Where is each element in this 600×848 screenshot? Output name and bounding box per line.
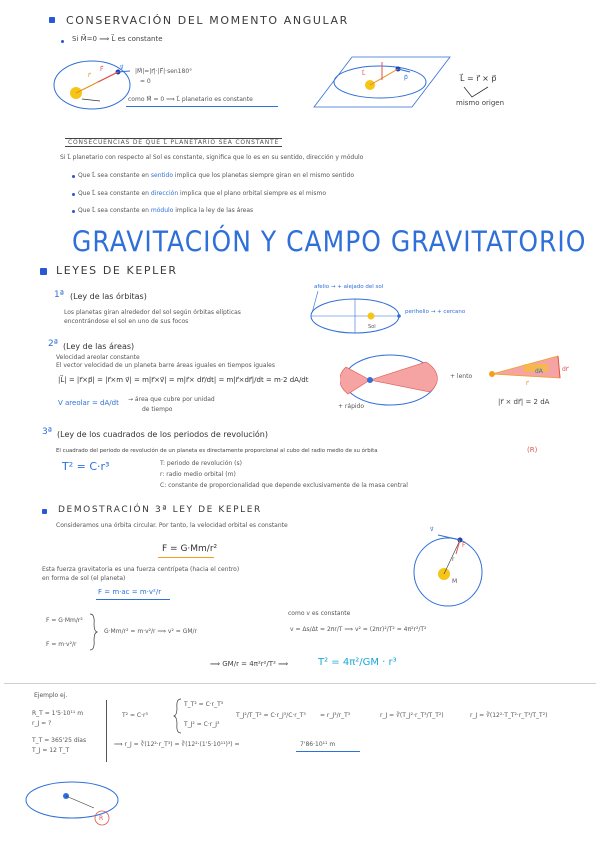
system-eq-2: F = m·v²/r [46,641,77,648]
law-number-3: 3ª [42,427,52,437]
areolar-velocity-formula: V areolar = dA/dt [58,399,119,407]
fast-label: + rápido [338,403,365,410]
sun-circle [368,313,375,320]
swept-area-slow [370,362,437,392]
circular-orbit-diagram [408,530,488,610]
underline [296,751,360,752]
consequences-intro: Si L⃗ planetario con respecto al Sol es constante, significa que lo es en su sentido, dirección y módulo [60,154,364,161]
perihelion-point [397,314,401,318]
areolar-velocity-explanation-1: → área que cubre por unidad [128,396,215,403]
underline [96,599,170,600]
label-r: r [452,556,455,563]
velocity-period-equation: v = Δs/Δt = 2πr/T ⟹ v² = (2πr)²/T² = 4π²r²/T² [290,626,427,633]
swept-area-fast [340,367,370,394]
same-origin-note: mismo origen [456,99,505,107]
label-v: v⃗ [430,526,434,533]
keyword-sentido: sentido [150,172,173,179]
orbit-ellipse [26,782,118,818]
third-law-result: T² = 4π²/GM · r³ [318,657,397,668]
elliptical-orbit-diagram [308,288,403,340]
vertical-separator [106,700,107,762]
period-definition: T: periodo de revolución (s) [160,460,242,467]
page-title: GRAVITACIÓN Y CAMPO GRAVITATORIO [72,225,587,259]
law3-statement: El cuadrado del periodo de revolución de un planeta es directamente proporcional al cubo del radio medio de su órbita [56,448,378,454]
torque-conclusion: como M⃗ = 0 ⟹ L⃗ planetario es constante [128,96,253,103]
list-bullet [72,210,75,213]
example-radius-formula: r_J = ∛(T_J²·r_T³/T_T²) [380,712,444,719]
section-title-kepler: LEYES DE KEPLER [56,264,178,277]
cross-product-area: |r⃗ × dr⃗| = 2 dA [498,398,550,406]
label-r: r⃗ [88,72,91,79]
circular-orbit-assumption: Consideramos una órbita circular. Por tanto, la velocidad orbital es constante [56,522,288,529]
radius-line [66,796,94,808]
angular-momentum-condition: Si M⃗=0 ⟹ L⃗ es constante [72,35,163,43]
position-vector [370,69,398,85]
consequence-modulo: Que L⃗ sea constante en módulo implica la ley de las áreas [78,207,254,214]
aphelion-label: afelio → + alejado del sol [314,284,384,290]
label-M: M [452,578,458,585]
orbit-ellipse [334,66,426,98]
angle-arc [82,99,100,101]
perihelion-label: perihelio → + cercano [405,309,466,315]
section-bullet [49,17,55,23]
example-ratio-simplified: = r_J³/r_T³ [320,712,351,719]
force-vector [98,72,118,82]
equal-areas-diagram [340,352,440,408]
list-bullet [61,40,64,43]
example-law: T² = C·r³ [122,712,148,719]
example-earth-eq: T_T² = C·r_T³ [184,701,224,708]
torque-formula: |M⃗|=|r⃗|·|F⃗|·sen180° [135,68,193,75]
consequence-sentido: Que L⃗ sea constante en sentido implica que los planetas siempre giran en el mismo sentido [78,172,354,179]
example-ratio: T_J²/T_T² = C·r_J³/C·r_T³ [236,712,306,719]
example-calculation: ⟹ r_J = ∛(12²·r_T³) = ∛(12²·(1'5·10¹¹)³) = [114,741,240,748]
constant-definition: C: constante de proporcionalidad que depende exclusivamente de la masa central [160,482,408,489]
velocity-vector [438,535,460,540]
label-F: F⃗ [100,66,104,73]
keyword-direccion: dirección [150,190,179,197]
example-jupiter-eq: T_J² = C·r_J³ [184,721,220,728]
law1-text-line1: Los planetas giran alrededor del sol según órbitas elípticas [64,309,241,316]
system-eq-1: F = G·Mm/r² [46,617,83,624]
given-earth-period: T_T = 365'25 días [32,737,87,744]
areolar-velocity-note: Velocidad areolar constante [56,354,140,361]
final-derivation: ⟹ GM/r = 4π²r²/T² ⟹ [210,660,289,668]
dr-label: dr⃗ [562,366,569,373]
constant-velocity-note: como v es constante [288,610,351,617]
section-divider [4,683,596,684]
given-earth-radius: R_T = 1'5·10¹¹ m [32,710,84,717]
angular-momentum-areal-equation: |L⃗| = |r⃗×p⃗| = |r⃗×m v⃗| = m|r⃗×v⃗| = m|r⃗× dr⃗/dt| = m|r⃗×dr⃗|/dt = m·2 dA/dt [58,376,309,384]
consequence-direccion: Que L⃗ sea constante en dirección implica que el plano orbital siempre es el mismo [78,190,327,197]
underline [158,557,214,558]
example-result: 7'86·10¹¹ m [300,741,336,748]
law2-statement: El vector velocidad de un planeta barre áreas iguales en tiempos iguales [56,362,276,369]
section-bullet [42,509,47,514]
list-bullet [72,193,75,196]
label-F: F⃗ [462,542,466,549]
aphelion-pointer [312,291,318,313]
unknown-jupiter-radius: r_J = ? [32,720,52,727]
centripetal-force-equation: F = m·ac = m·v²/r [98,588,162,596]
sun-circle [367,377,373,383]
radius-definition: r: radio medio orbital (m) [160,471,236,478]
sun-label: Sol [368,324,376,330]
r-label: r⃗ [526,380,529,387]
velocity-derivation: G·Mm/r² = m·v²/r ⟹ v² = GM/r [104,628,198,635]
gravitational-force-equation: F = G·Mm/r² [162,544,218,554]
centripetal-force-note-2: en forma de sol (el planeta) [42,575,126,582]
label-L: L⃗ [362,70,366,77]
sun-point [489,371,495,377]
angular-momentum-definition: L⃗ = r⃗ × p⃗ [460,74,497,83]
underline [126,106,278,107]
check-mark [462,85,492,99]
area-triangle-diagram [488,348,570,388]
brace [88,612,98,652]
radius-symbol: (R) [527,446,538,454]
keyword-modulo: módulo [150,207,174,214]
example-orbit-diagram [24,778,124,828]
dA-label: dA [535,368,543,375]
centripetal-force-note: Esta fuerza gravitatoria es una fuerza centrípeta (hacia el centro) [42,566,240,573]
label-R: R [99,815,104,822]
section-bullet [40,268,47,275]
law1-text-line2: encontrándose el sol en uno de sus focos [64,318,189,325]
example-title: Ejemplo ej. [34,692,68,699]
law-number-1: 1ª [54,290,64,300]
example-radius-substitution: r_J = ∛(12²·T_T²·r_T³/T_T²) [470,712,548,719]
list-bullet [72,175,75,178]
brace [173,697,183,735]
consequences-heading: CONSECUENCIAS DE QUE L⃗ PLANETARIO SEA CONSTANTE [65,138,282,147]
areolar-velocity-explanation-2: de tiempo [142,406,173,413]
orbital-plane-diagram [312,52,452,112]
label-v: v⃗ [120,64,124,71]
law-title-areas: (Ley de las áreas) [63,342,135,351]
law-title-orbits: (Ley de las órbitas) [70,292,147,301]
label-p: p⃗ [404,74,408,81]
kepler-third-law-equation: T² = C·r³ [62,460,110,473]
section-title-demonstration: DEMOSTRACIÓN 3ª LEY DE KEPLER [58,505,262,515]
given-jupiter-period: T_J = 12 T_T [32,747,70,754]
slow-label: + lento [450,373,473,380]
section-title-angular-momentum: CONSERVACIÓN DEL MOMENTO ANGULAR [66,14,349,27]
law-number-2: 2ª [48,339,58,349]
law-title-periods: (Ley de los cuadrados de los periodos de revolución) [57,430,268,439]
torque-formula-result: = 0 [140,78,151,85]
